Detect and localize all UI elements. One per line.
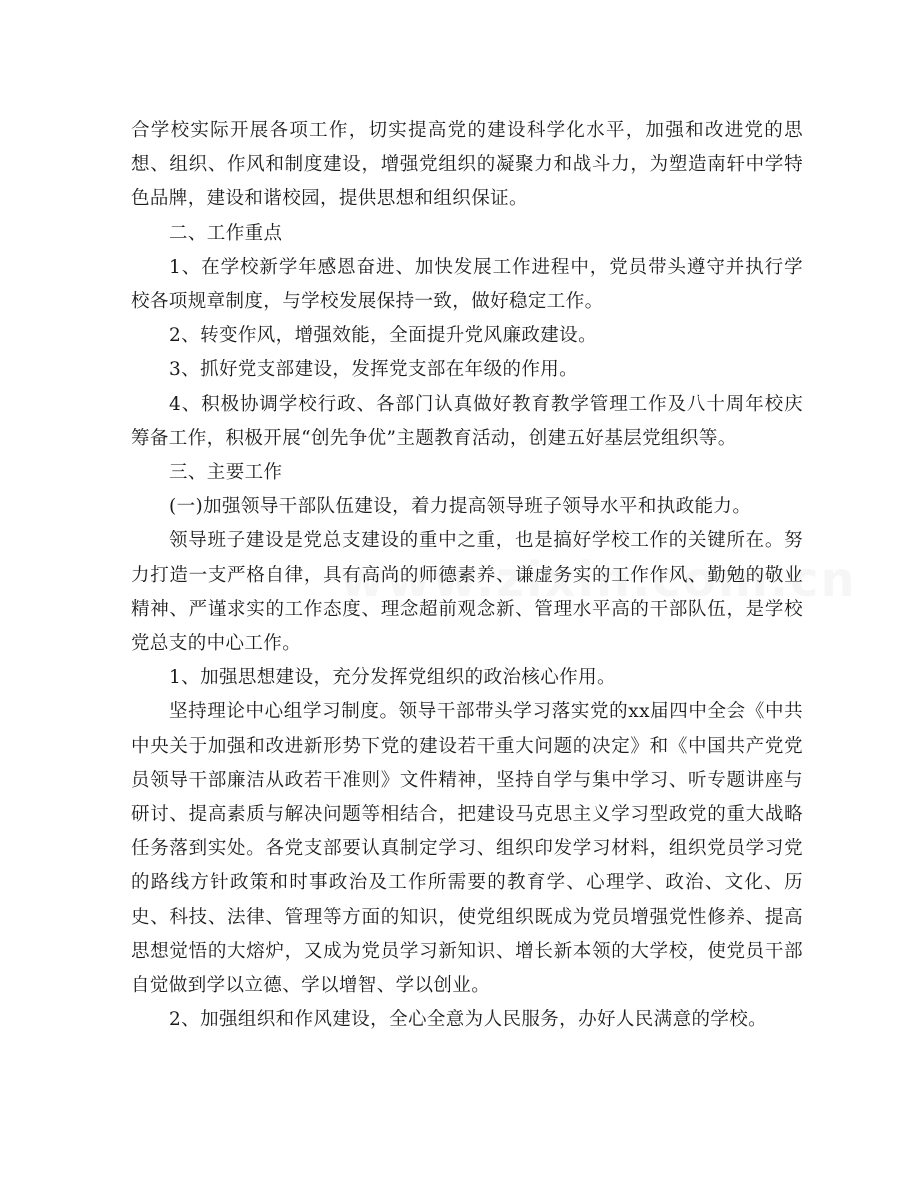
paragraph: 1、在学校新学年感恩奋进、加快发展工作进程中，党员带头遵守并执行学校各项规章制度，与学校发展保持一致，做好稳定工作。 [131,256,803,313]
paragraph: 合学校实际开展各项工作，切实提高党的建设科学化水平，加强和改进党的思想、组织、作风和制度建设，增强党组织的凝聚力和战斗力，为塑造南轩中学特色品牌，建设和谐校园，提供思想和组织保证。 [131,120,803,210]
paragraph: 领导班子建设是党总支建设的重中之重，也是搞好学校工作的关键所在。努力打造一支严格自律，具有高尚的师德素养、谦虚务实的工作作风、勤勉的敬业精神、严谨求实的工作态度、理念超前观念新、管理水平高的干部队伍，是学校党总支的中心工作。 [131,530,803,655]
paragraph: 坚持理论中心组学习制度。领导干部带头学习落实党的xx届四中全会《中共中央关于加强和改进新形势下党的建设若干重大问题的决定》和《中国共产党党员领导干部廉洁从政若干准则》文件精神，坚持自学与集中学习、听专题讲座与研讨、提高素质与解决问题等相结合，把建设马克思主义学习型政党的重大战略任务落到实处。各党支部要认真制定学习、组织印发学习材料，组织党员学习党的路线方针政策和时事政治及工作所需要的教育学、心理学、政治、文化、历史、科技、法律、管理等方面的知识，使党组织既成为党员增强党性修养、提高思想觉悟的大熔炉，又成为党员学习新知识、增长新本领的大学校，使党员干部自觉做到学以立德、学以增智、学以创业。 [131,701,803,997]
paragraph: 2、转变作风，增强效能，全面提升党风廉政建设。 [169,325,597,347]
paragraph: 1、加强思想建设，充分发挥党组织的政治核心作用。 [169,667,616,689]
paragraph: 3、抓好党支部建设，发挥党支部在年级的作用。 [169,359,579,381]
section-heading: 三、主要工作 [169,462,283,484]
paragraph: 2、加强组织和作风建设，全心全意为人民服务，办好人民满意的学校。 [169,1009,768,1031]
document-body [131,114,803,1037]
subsection-heading: (一)加强领导干部队伍建设，着力提高领导班子领导水平和执政能力。 [169,496,752,518]
section-heading: 二、工作重点 [169,222,283,244]
paragraph: 4、积极协调学校行政、各部门认真做好教育教学管理工作及八十周年校庆筹备工作，积极开展“创先争优”主题教育活动，创建五好基层党组织等。 [131,393,803,449]
